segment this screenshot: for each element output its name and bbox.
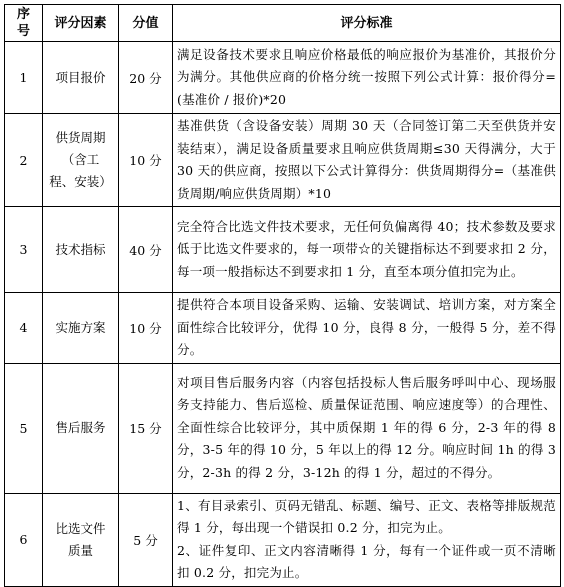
row-score: 5 分 bbox=[119, 493, 173, 586]
row-number: 4 bbox=[5, 293, 43, 364]
table-row bbox=[5, 42, 561, 114]
row-factor: 比选文件 质量 bbox=[43, 493, 119, 586]
row-criteria: 1、有目录索引、页码无错乱、标题、编号、正文、表格等排版规范得 1 分，每出现一个错误扣 0.2 分，扣完为止。 2、证件复印、正文内容清晰得 1 分，每有一个证件或一页不清晰扣 0.2 分，扣完为止。 bbox=[173, 493, 561, 586]
row-number: 1 bbox=[5, 42, 43, 114]
row-number: 5 bbox=[5, 363, 43, 493]
row-factor: 售后服务 bbox=[43, 363, 119, 493]
row-criteria: 提供符合本项目设备采购、运输、安装调试、培训方案，对方案全面性综合比较评分，优得 10 分，良得 8 分，一般得 5 分，差不得分。 bbox=[173, 293, 561, 364]
row-number: 3 bbox=[5, 207, 43, 293]
row-score: 15 分 bbox=[119, 363, 173, 493]
row-score: 40 分 bbox=[119, 207, 173, 293]
header-factor: 评分因素 bbox=[43, 5, 119, 42]
row-criteria: 完全符合比选文件技术要求，无任何负偏离得 40；技术参数及要求低于比选文件要求的，每一项带☆的关键指标达不到要求扣 2 分，每一项一般指标达不到要求扣 1 分，直至本项分值扣完为止。 bbox=[173, 207, 561, 293]
row-criteria: 基准供货（含设备安装）周期 30 天（合同签订第二天至供货并安装结束），满足设备质量要求且响应供货周期≤30 天得满分，大于 30 天的供应商，按照以下公式计算得分：供货周期得分=（基准供货周期/响应供货周期）*10 bbox=[173, 114, 561, 207]
header-row bbox=[5, 5, 561, 42]
table-row bbox=[5, 207, 561, 293]
row-factor: 供货周期 （含工 程、安装） bbox=[43, 114, 119, 207]
row-criteria: 对项目售后服务内容（内容包括投标人售后服务呼叫中心、现场服务支持能力、售后巡检、质量保证范围、响应速度等）的合理性、全面性综合比较评分，其中质保期 1 年的得 6 分，2-3 年的得 8 分，3-5 年的得 10 分，5 年以上的得 12 分。响应时间 1h 的得 3 分，2-3h 的得 2 分，3-12h 的得 1 分，超过的不得分。 bbox=[173, 363, 561, 493]
table-row bbox=[5, 493, 561, 586]
row-score: 20 分 bbox=[119, 42, 173, 114]
row-factor: 技术指标 bbox=[43, 207, 119, 293]
table-row bbox=[5, 363, 561, 493]
row-factor: 项目报价 bbox=[43, 42, 119, 114]
header-criteria: 评分标准 bbox=[173, 5, 561, 42]
row-number: 2 bbox=[5, 114, 43, 207]
header-no: 序 号 bbox=[5, 5, 43, 42]
header-score: 分值 bbox=[119, 5, 173, 42]
row-factor: 实施方案 bbox=[43, 293, 119, 364]
row-score: 10 分 bbox=[119, 293, 173, 364]
row-criteria: 满足设备技术要求且响应价格最低的响应报价为基准价，其报价分为满分。其他供应商的价格分统一按照下列公式计算：报价得分=(基准价 / 报价)*20 bbox=[173, 42, 561, 114]
row-number: 6 bbox=[5, 493, 43, 586]
table-row bbox=[5, 114, 561, 207]
scoring-table bbox=[4, 4, 561, 587]
row-score: 10 分 bbox=[119, 114, 173, 207]
table-row bbox=[5, 293, 561, 364]
